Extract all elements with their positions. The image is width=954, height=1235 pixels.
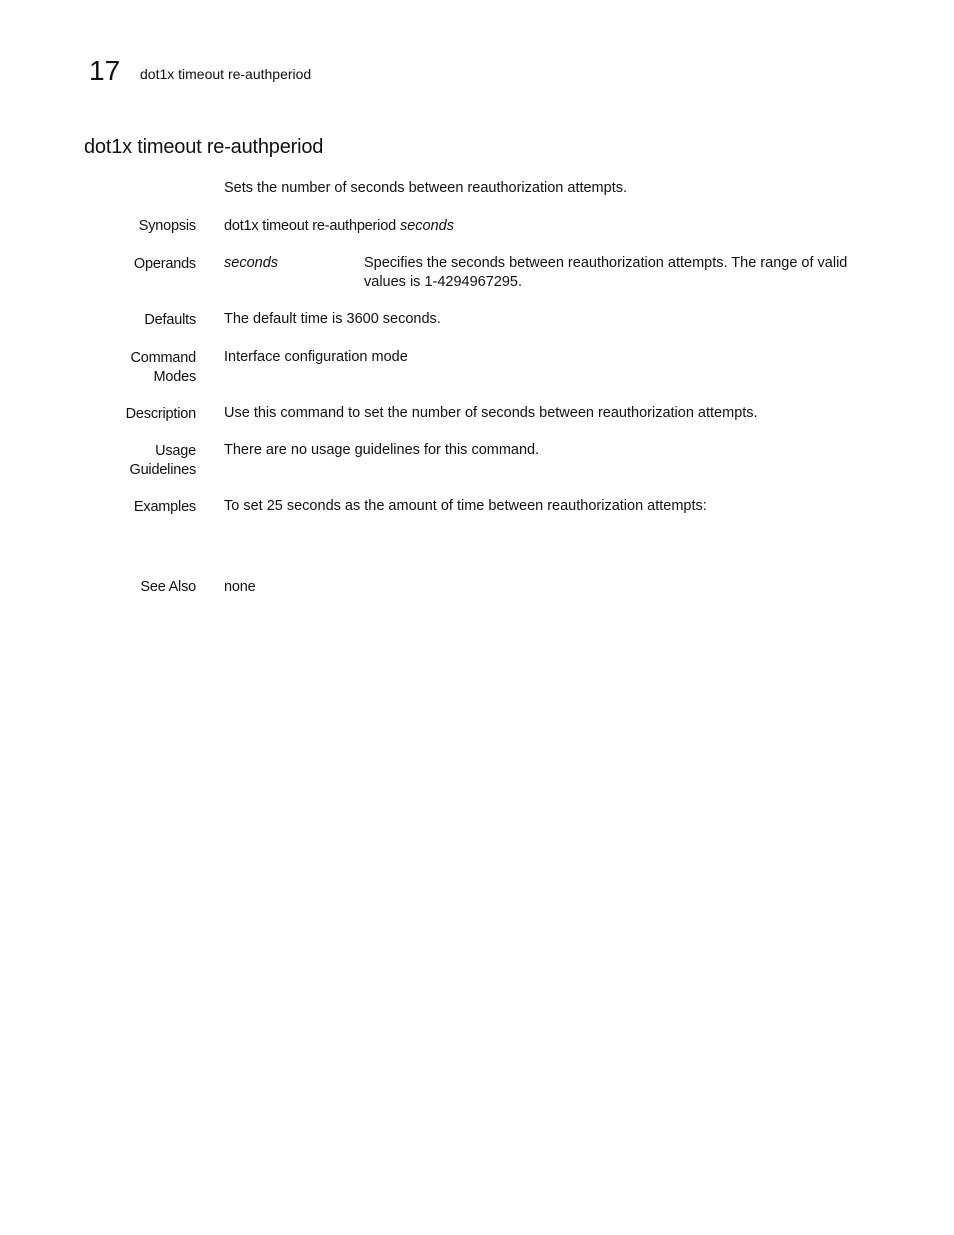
command-modes-label xyxy=(86,349,196,387)
examples-text: To set 25 seconds as the amount of time between reauthorization attempts: xyxy=(224,498,707,514)
command-modes-label-line-1: Command xyxy=(130,350,196,366)
running-title: dot1x timeout re-authperiod xyxy=(140,66,312,82)
command-modes-label-line-2: Modes xyxy=(153,369,196,385)
page-title: dot1x timeout re-authperiod xyxy=(84,136,324,158)
chapter-number: 17 xyxy=(89,55,121,86)
examples-label-text: Examples xyxy=(133,499,196,515)
description-text: Use this command to set the number of seconds between reauthorization attempts. xyxy=(224,405,758,421)
usage-guidelines-label-line-1: Usage xyxy=(155,443,196,459)
examples-label xyxy=(86,498,196,517)
usage-guidelines-label xyxy=(86,442,196,480)
description-label-text: Description xyxy=(125,406,196,422)
synopsis-command: dot1x timeout re-authperiod xyxy=(224,218,396,234)
operands-label-text: Operands xyxy=(133,256,196,272)
operand-description: Specifies the seconds between reauthorization attempts. The range of valid values is 1-4294967295. xyxy=(364,255,848,290)
see-also-label xyxy=(86,578,196,597)
description-label xyxy=(86,405,196,424)
defaults-label xyxy=(86,311,196,330)
synopsis-label-text: Synopsis xyxy=(138,218,196,234)
operand-name: seconds xyxy=(224,255,279,271)
usage-guidelines-text: There are no usage guidelines for this command. xyxy=(224,442,540,458)
synopsis-body xyxy=(224,217,454,236)
usage-guidelines-label-line-2: Guidelines xyxy=(129,462,196,478)
command-summary: Sets the number of seconds between reauthorization attempts. xyxy=(224,180,628,196)
command-modes-text: Interface configuration mode xyxy=(224,349,408,365)
defaults-label-text: Defaults xyxy=(144,312,196,328)
synopsis-argument: seconds xyxy=(399,218,454,234)
synopsis-label xyxy=(86,217,196,236)
see-also-text: none xyxy=(224,579,256,595)
defaults-text: The default time is 3600 seconds. xyxy=(224,311,441,327)
see-also-label-text: See Also xyxy=(140,579,196,595)
operands-label xyxy=(86,255,196,274)
